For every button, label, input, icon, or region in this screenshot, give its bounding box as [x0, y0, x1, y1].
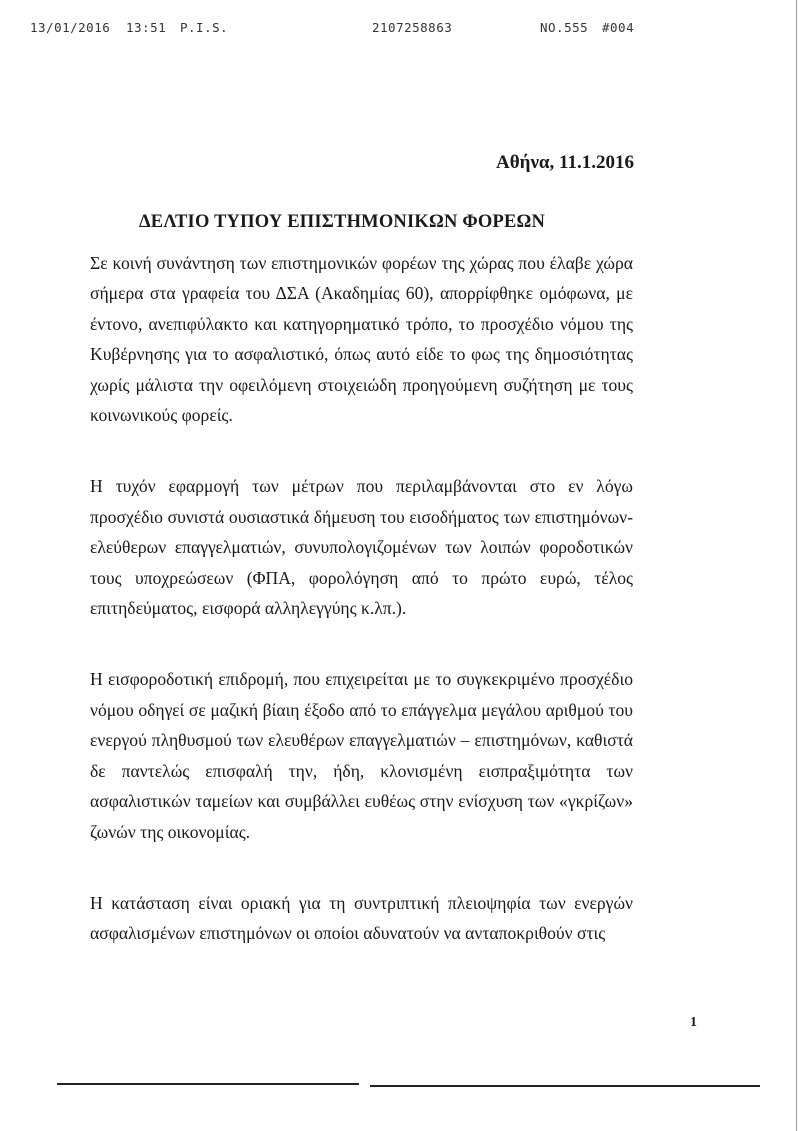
- page-number: 1: [690, 1015, 697, 1030]
- document-title: ΔΕΛΤΙΟ ΤΥΠΟΥ ΕΠΙΣΤΗΜΟΝΙΚΩΝ ΦΟΡΕΩΝ: [139, 212, 546, 232]
- fax-sender: P.I.S.: [180, 20, 229, 35]
- document-body: [90, 248, 633, 990]
- paragraph: Η εισφοροδοτική επιδρομή, που επιχειρείται με το συγκεκριμένο προσχέδιο νόμου οδηγεί σε μαζική βίαιη έξοδο από το επάγγελμα μεγάλου αριθμού του ενεργού πληθυσμού των ελευθέρων επαγγελματιών – επιστημόνων, καθιστά δε παντελώς επισφαλή την, ήδη, κλονισμένη εισπραξιμότητα των ασφαλιστικών ταμείων και συμβάλλει ευθέως στην ενίσχυση των «γκρίζων» ζωνών της οικονομίας.: [90, 669, 633, 842]
- paragraph: Η τυχόν εφαρμογή των μέτρων που περιλαμβάνονται στο εν λόγω προσχέδιο συνιστά ουσιαστικά δήμευση του εισοδήματος των επιστημόνων-ελεύθερων επαγγελματιών, συνυπολογιζομένων των λοιπών φοροδοτικών τους υποχρεώσεων (ΦΠΑ, φορολόγηση από το πρώτο ευρώ, τέλος επιτηδεύματος, εισφορά αλληλεγγύης κ.λπ.).: [90, 476, 633, 619]
- fax-number: NO.555: [540, 20, 589, 35]
- dateline: Αθήνα, 11.1.2016: [496, 152, 634, 173]
- fax-page: #004: [602, 20, 635, 35]
- fax-date: 13/01/2016: [30, 20, 111, 35]
- page-edge: [796, 0, 797, 1131]
- paragraph: Σε κοινή συνάντηση των επιστημονικών φορέων της χώρας που έλαβε χώρα σήμερα στα γραφεία του ΔΣΑ (Ακαδημίας 60), απορρίφθηκε ομόφωνα, με έντονο, ανεπιφύλακτο και κατηγορηματικό τρόπο, το προσχέδιο νόμου της Κυβέρνησης για το ασφαλιστικό, όπως αυτό είδε το φως της δημοσιότητας χωρίς μάλιστα την οφειλόμενη στοιχειώδη προηγούμενη συζήτηση με τους κοινωνικούς φορείς.: [90, 253, 633, 426]
- fax-phone: 2107258863: [372, 20, 453, 35]
- fax-header: [30, 20, 650, 36]
- fax-time: 13:51: [126, 20, 167, 35]
- footer-rule: [370, 1085, 760, 1087]
- paragraph: Η κατάσταση είναι οριακή για τη συντριπτική πλειοψηφία των ενεργών ασφαλισμένων επιστημόνων οι οποίοι αδυνατούν να ανταποκριθούν στις: [90, 892, 633, 944]
- footer-rule: [57, 1083, 359, 1085]
